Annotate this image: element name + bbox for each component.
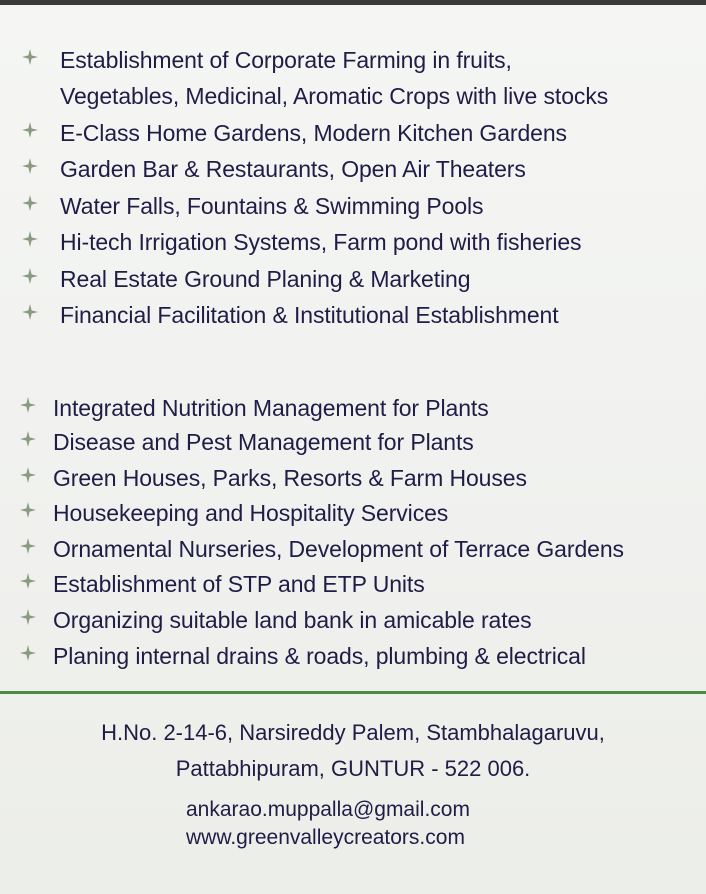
list-item [0, 191, 706, 221]
website-url[interactable]: www.greenvalleycreators.com [186, 826, 465, 849]
list-item [0, 463, 706, 493]
service-text: E-Class Home Gardens, Modern Kitchen Gardens [60, 120, 567, 146]
email-address[interactable]: ankarao.muppalla@gmail.com [186, 798, 470, 821]
list-item [0, 227, 706, 257]
four-point-star-bullet-icon [20, 573, 36, 589]
service-text: Integrated Nutrition Management for Plants [53, 395, 489, 421]
four-point-star-bullet-icon [22, 122, 38, 138]
service-text: Establishment of STP and ETP Units [53, 571, 425, 597]
service-text: Green Houses, Parks, Resorts & Farm Houses [53, 465, 527, 491]
four-point-star-bullet-icon [22, 304, 38, 320]
four-point-star-bullet-icon [20, 431, 36, 447]
green-divider [0, 691, 706, 694]
service-text: Financial Facilitation & Institutional Establishment [60, 302, 559, 328]
list-item-continuation [0, 81, 706, 111]
list-item [0, 393, 706, 423]
list-item [0, 605, 706, 635]
four-point-star-bullet-icon [20, 397, 36, 413]
list-item [0, 118, 706, 148]
four-point-star-bullet-icon [22, 49, 38, 65]
list-item [0, 641, 706, 671]
business-card-back [0, 5, 706, 894]
four-point-star-bullet-icon [20, 645, 36, 661]
service-text: Establishment of Corporate Farming in fruits, [60, 47, 512, 73]
four-point-star-bullet-icon [22, 231, 38, 247]
list-item [0, 45, 706, 75]
service-text: Planing internal drains & roads, plumbing & electrical [53, 643, 586, 669]
service-text: Ornamental Nurseries, Development of Terrace Gardens [53, 536, 624, 562]
service-text: Real Estate Ground Planing & Marketing [60, 266, 471, 292]
list-item [0, 300, 706, 330]
address-line-1: H.No. 2-14-6, Narsireddy Palem, Stambhalagaruvu, [101, 720, 605, 745]
service-text: Vegetables, Medicinal, Aromatic Crops with live stocks [60, 83, 609, 109]
service-text: Disease and Pest Management for Plants [53, 429, 474, 455]
service-text: Housekeeping and Hospitality Services [53, 500, 449, 526]
address-line-2: Pattabhipuram, GUNTUR - 522 006. [175, 756, 531, 781]
four-point-star-bullet-icon [22, 195, 38, 211]
four-point-star-bullet-icon [20, 467, 36, 483]
service-text: Organizing suitable land bank in amicable rates [53, 607, 532, 633]
four-point-star-bullet-icon [22, 268, 38, 284]
list-item [0, 154, 706, 184]
list-item [0, 498, 706, 528]
service-text: Hi-tech Irrigation Systems, Farm pond with fisheries [60, 229, 582, 255]
service-text: Garden Bar & Restaurants, Open Air Theaters [60, 156, 526, 182]
four-point-star-bullet-icon [20, 538, 36, 554]
four-point-star-bullet-icon [20, 502, 36, 518]
list-item [0, 264, 706, 294]
service-text: Water Falls, Fountains & Swimming Pools [60, 193, 484, 219]
list-item [0, 569, 706, 599]
four-point-star-bullet-icon [22, 158, 38, 174]
list-item [0, 534, 706, 564]
list-item [0, 427, 706, 457]
four-point-star-bullet-icon [20, 609, 36, 625]
